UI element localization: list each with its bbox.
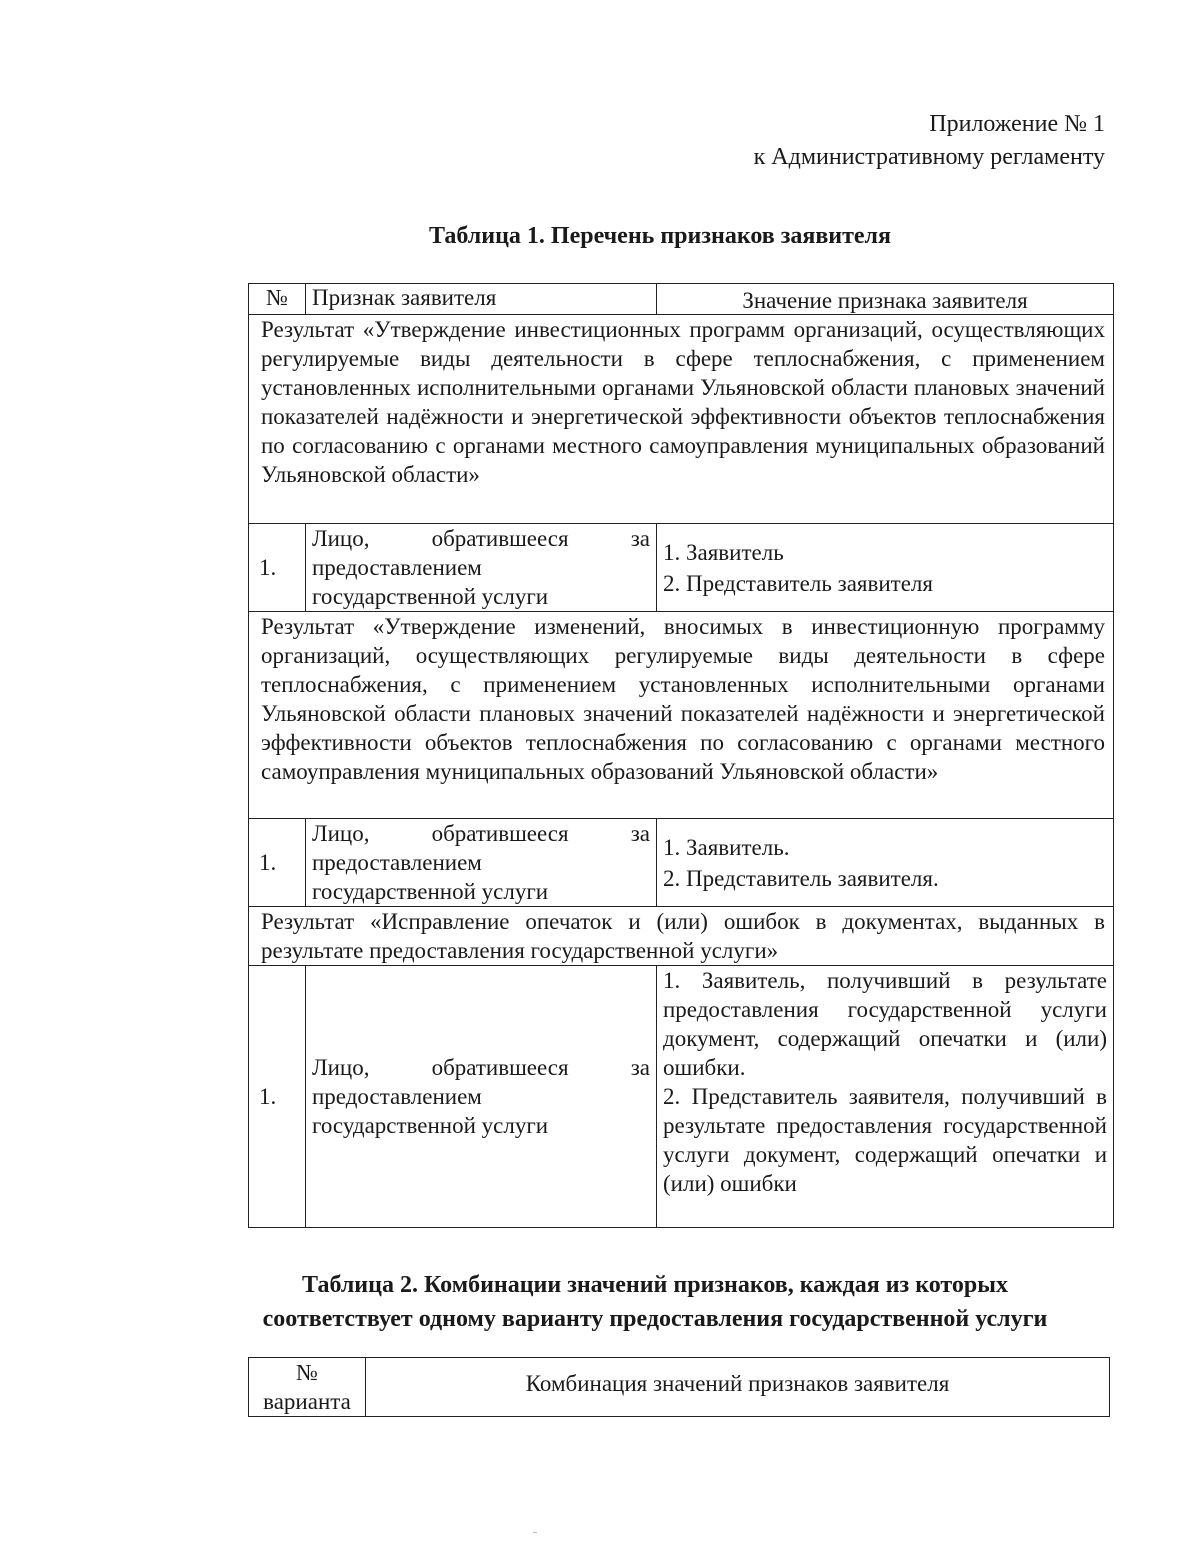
result-text: Результат «Утверждение изменений, вносимых в инвестиционную программу организаций, осуществляющих регулируемые виды деятельности в сфере теплоснабжения, с применением установленных исполнительными органами Ульяновской области плановых значений показателей надёжности и энергетической эффективности объектов теплоснабжения по согласованию с органами местного самоуправления муниципальных образований Ульяновской области»	[249, 612, 1114, 819]
result-text: Результат «Утверждение инвестиционных программ организаций, осуществляющих регулируемые виды деятельности в сфере теплоснабжения, с применением установленных исполнительными органами Ульяновской области плановых значений показателей надёжности и энергетической эффективности объектов теплоснабжения по согласованию с органами местного самоуправления муниципальных образований Ульяновской области»	[249, 315, 1114, 524]
row-number: 1.	[249, 524, 306, 612]
sign-row	[249, 966, 1114, 1228]
table2-header-row	[249, 1358, 1110, 1417]
table2-variant-combinations	[248, 1357, 1110, 1417]
appendix-reference: к Административному регламенту	[753, 144, 1105, 170]
header-combination: Комбинация значений признаков заявителя	[366, 1358, 1110, 1417]
result-row	[249, 315, 1114, 524]
sign-cell: Лицо, обратившееся за предоставлением государственной услуги	[306, 524, 657, 612]
header-value: Значение признака заявителя	[657, 284, 1114, 315]
header-sign: Признак заявителя	[306, 284, 657, 315]
result-row	[249, 612, 1114, 819]
result-text: Результат «Исправление опечаток и (или) ошибок в документах, выданных в результате предоставления государственной услуги»	[249, 907, 1114, 966]
appendix-header	[754, 108, 1105, 174]
sign-row	[249, 819, 1114, 907]
table1-applicant-signs	[248, 283, 1114, 1228]
header-num: №	[249, 284, 306, 315]
row-number: 1.	[249, 966, 306, 1228]
result-row	[249, 907, 1114, 966]
value-cell: 1. Заявитель. 2. Представитель заявителя.	[657, 819, 1114, 907]
value-cell: 1. Заявитель, получивший в результате предоставления государственной услуги документ, содержащий опечатки и (или) ошибки. 2. Представитель заявителя, получивший в результате предоставления государственной услуги документ, содержащий опечатки и (или) ошибки	[657, 966, 1114, 1228]
sign-cell: Лицо, обратившееся за предоставлением государственной услуги	[306, 819, 657, 907]
table1-header-row	[249, 284, 1114, 315]
sign-cell: Лицо, обратившееся за предоставлением государственной услуги	[306, 966, 657, 1228]
table1-title: Таблица 1. Перечень признаков заявителя	[428, 223, 892, 249]
scan-speck	[533, 1532, 537, 1533]
appendix-number: Приложение № 1	[929, 111, 1105, 137]
sign-row	[249, 524, 1114, 612]
value-cell: 1. Заявитель 2. Представитель заявителя	[657, 524, 1114, 612]
row-number: 1.	[249, 819, 306, 907]
table2-title: Таблица 2. Комбинации значений признаков, каждая из которых соответствует одному варианту предоставления государственной услуги	[262, 1272, 1048, 1332]
header-variant-number: № варианта	[249, 1358, 366, 1417]
